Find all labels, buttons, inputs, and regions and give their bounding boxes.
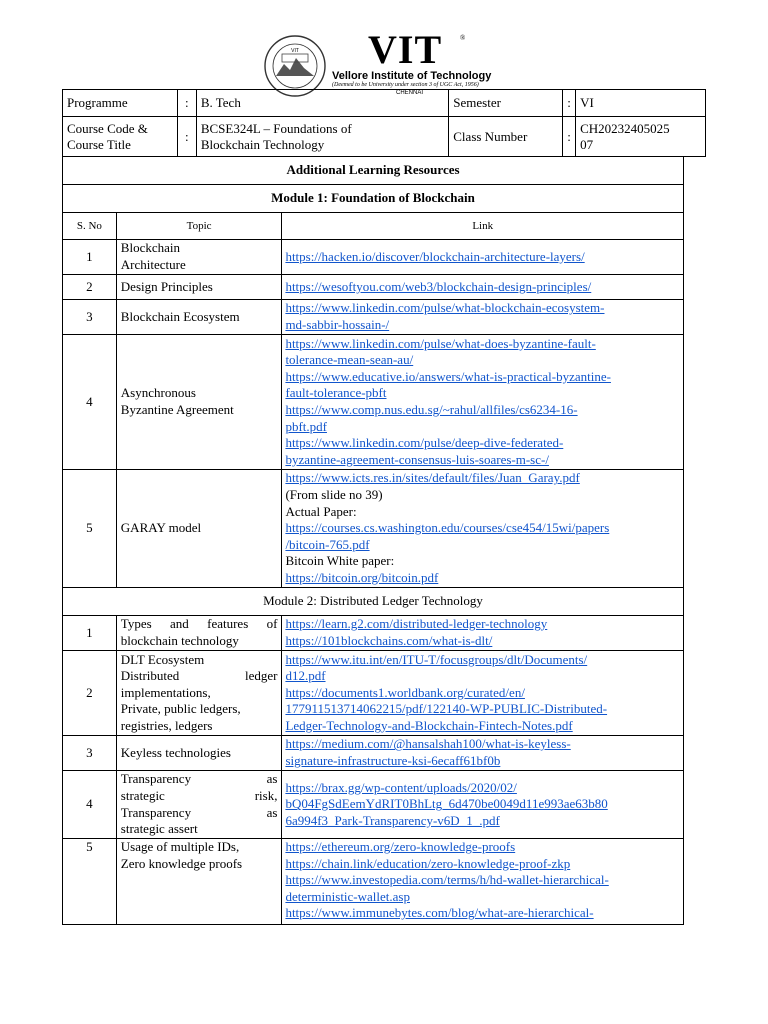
topic-line [121,616,278,633]
resources-title: Additional Learning Resources [63,157,684,185]
course-label-line: Course Code & [67,120,148,136]
course-value-line: BCSE324L – Foundations of [200,120,352,136]
row-sno: 2 [63,651,117,736]
row-topic: Design Principles [116,275,282,300]
table-row [63,736,684,771]
resource-link[interactable]: byzantine-agreement-consensus-luis-soares-m-sc-/ [285,451,549,467]
row-topic: GARAY model [116,470,282,588]
row-sno: 4 [63,771,117,839]
col-topic: Topic [116,213,282,240]
resource-link[interactable]: https://medium.com/@hansalshah100/what-is-keyless- [285,736,571,752]
row-sno: 1 [63,616,117,651]
row-sno: 5 [63,839,117,925]
resource-link[interactable]: 6a994f3_Park-Transparency-v6D_1_.pdf [285,812,500,828]
note-text: (From slide no 39) [285,487,383,503]
row-links [282,300,684,335]
row-sno: 4 [63,335,117,470]
row-sno: 3 [63,300,117,335]
resources-table [62,156,684,925]
topic-word: as [266,771,278,787]
row-links [282,616,684,651]
resources-title-row [63,157,684,185]
row-topic: Blockchain Ecosystem [116,300,282,335]
module1-title: Module 1: Foundation of Blockchain [63,185,684,213]
row-sno: 1 [63,240,117,275]
colon: : [177,90,196,117]
topic-word: Types [120,616,152,632]
topic-line: Architecture [120,257,186,272]
resource-link[interactable]: d12.pdf [285,668,326,684]
table-row [63,651,684,736]
row-topic [116,839,282,925]
topic-line: strategic assert [120,821,198,837]
note-text: Bitcoin White paper: [285,553,395,569]
table-row [63,335,684,470]
topic-word: Transparency [120,804,192,820]
programme-row [63,90,706,117]
row-links [282,470,684,588]
city-text: CHENNAI [396,90,424,96]
resource-link[interactable]: https://courses.cs.washington.edu/courses/cse454/15wi/papers [285,520,610,536]
deemed-text: (Deemed to be University under section 3 of UGC Act, 1956) [332,82,479,88]
resource-link[interactable]: 177911513714062215/pdf/122140-WP-PUBLIC-Distributed- [285,701,608,717]
resource-link[interactable]: https://www.linkedin.com/pulse/what-blockchain-ecosystem- [285,300,605,316]
table-row [63,470,684,588]
topic-line: registries, ledgers [120,717,213,733]
class-number-line: 07 [580,136,594,152]
row-sno: 3 [63,736,117,771]
table-row [63,839,684,925]
class-number-line: CH20232405025 [580,120,670,136]
table-row [63,771,684,839]
row-links [282,240,684,275]
row-sno: 5 [63,470,117,588]
course-value [196,117,448,157]
course-info-table [62,89,706,157]
col-sno: S. No [63,213,117,240]
colon: : [563,117,576,157]
class-number-label: Class Number [449,117,563,157]
topic-line: blockchain technology [120,633,239,648]
resource-link[interactable]: https://learn.g2.com/distributed-ledger-technology [285,616,548,632]
course-label [63,117,178,157]
resource-link[interactable]: https://www.investopedia.com/terms/h/hd-wallet-hierarchical- [285,872,609,888]
topic-line: Zero knowledge proofs [120,855,243,871]
course-row [63,117,706,157]
resource-link[interactable]: md-sabbir-hossain-/ [285,317,390,332]
topic-line: Blockchain [120,240,181,256]
resource-link[interactable]: https://brax.gg/wp-content/uploads/2020/02/ [285,779,517,795]
topic-word: ledger [244,668,278,684]
resource-link[interactable]: https://bitcoin.org/bitcoin.pdf [285,569,439,585]
topic-line: DLT Ecosystem [120,651,205,667]
resource-link[interactable]: https://documents1.worldbank.org/curated/en/ [285,684,525,700]
row-links [282,275,684,300]
topic-word: Transparency [120,771,192,787]
course-value-line: Blockchain Technology [200,136,325,152]
row-topic: Keyless technologies [116,736,282,771]
table-row [63,275,684,300]
table-row [63,616,684,651]
resource-link[interactable]: https://www.icts.res.in/sites/default/files/Juan_Garay.pdf [285,470,580,486]
resource-link[interactable]: fault-tolerance-pbft [285,385,387,401]
row-topic [116,651,282,736]
topic-line: Usage of multiple IDs, [120,839,240,854]
programme-value: B. Tech [196,90,448,117]
row-sno: 2 [63,275,117,300]
registered-mark: ® [460,34,466,42]
resource-link[interactable]: https://www.educative.io/answers/what-is-practical-byzantine- [285,368,611,384]
topic-word: risk, [254,787,278,803]
topic-word: Distributed [120,668,180,684]
col-link: Link [282,213,684,240]
module2-title-row [63,588,684,616]
resource-link[interactable]: /bitcoin-765.pdf [285,536,370,552]
topic-word: and [170,616,189,632]
topic-line: implementations, [120,684,211,700]
resource-link[interactable]: https://chain.link/education/zero-knowledge-proof-zkp [285,855,571,871]
resource-link[interactable]: tolerance-mean-sean-au/ [285,352,414,368]
topic-line: Byzantine Agreement [120,402,234,417]
resource-link[interactable]: https://ethereum.org/zero-knowledge-proofs [285,839,516,854]
note-text: Actual Paper: [285,503,357,519]
topic-line [121,788,278,805]
resource-link[interactable]: bQ04FgSdEemYdRIT0BhLtg_6d470be0049d11e993ae63b80 [285,796,608,812]
resource-link[interactable]: https://wesoftyou.com/web3/blockchain-design-principles/ [285,278,592,294]
topic-line [121,805,278,822]
row-links [282,736,684,771]
resource-link[interactable]: deterministic-wallet.asp [285,888,410,904]
topic-line: Asynchronous [120,385,196,401]
colon: : [563,90,576,117]
row-topic [116,771,282,839]
topic-word: strategic [120,787,165,803]
row-topic [116,240,282,275]
resource-link[interactable]: https://www.comp.nus.edu.sg/~rahul/allfiles/cs6234-16- [285,402,578,417]
topic-line: Private, public ledgers, [120,701,241,717]
svg-text:VIT: VIT [291,48,299,54]
column-header-row [63,213,684,240]
table-row [63,240,684,275]
institute-name: Vellore Institute of Technology [332,70,492,82]
resource-link[interactable]: pbft.pdf [285,418,327,434]
row-links [282,771,684,839]
row-links [282,839,684,925]
class-number-value [576,117,706,157]
topic-line [121,668,278,685]
resource-link[interactable]: https://www.immunebytes.com/blog/what-are-hierarchical- [285,905,594,921]
module1-title-row [63,185,684,213]
row-topic [116,616,282,651]
resource-link[interactable]: Ledger-Technology-and-Blockchain-Fintech-Notes.pdf [285,717,573,733]
table-row [63,300,684,335]
vit-wordmark: VIT [368,27,443,72]
semester-label: Semester [449,90,563,117]
row-links [282,651,684,736]
resource-link[interactable]: https://www.itu.int/en/ITU-T/focusgroups/dlt/Documents/ [285,651,588,667]
row-links [282,335,684,470]
resource-link[interactable]: https://www.linkedin.com/pulse/what-does-byzantine-fault- [285,335,596,351]
topic-word: of [266,616,278,632]
resource-link[interactable]: https://101blockchains.com/what-is-dlt/ [285,633,493,648]
semester-value: VI [576,90,706,117]
row-topic [116,335,282,470]
resource-link[interactable]: signature-infrastructure-ksi-6ecaff61bf0b [285,753,501,768]
topic-line [121,771,278,788]
course-label-line: Course Title [67,136,131,152]
topic-word: as [266,804,278,820]
module2-title: Module 2: Distributed Ledger Technology [63,588,684,616]
colon: : [177,117,196,157]
topic-word: features [207,616,249,632]
resource-link[interactable]: https://www.linkedin.com/pulse/deep-dive-federated- [285,435,564,451]
resource-link[interactable]: https://hacken.io/discover/blockchain-architecture-layers/ [285,248,585,264]
programme-label: Programme [63,90,178,117]
